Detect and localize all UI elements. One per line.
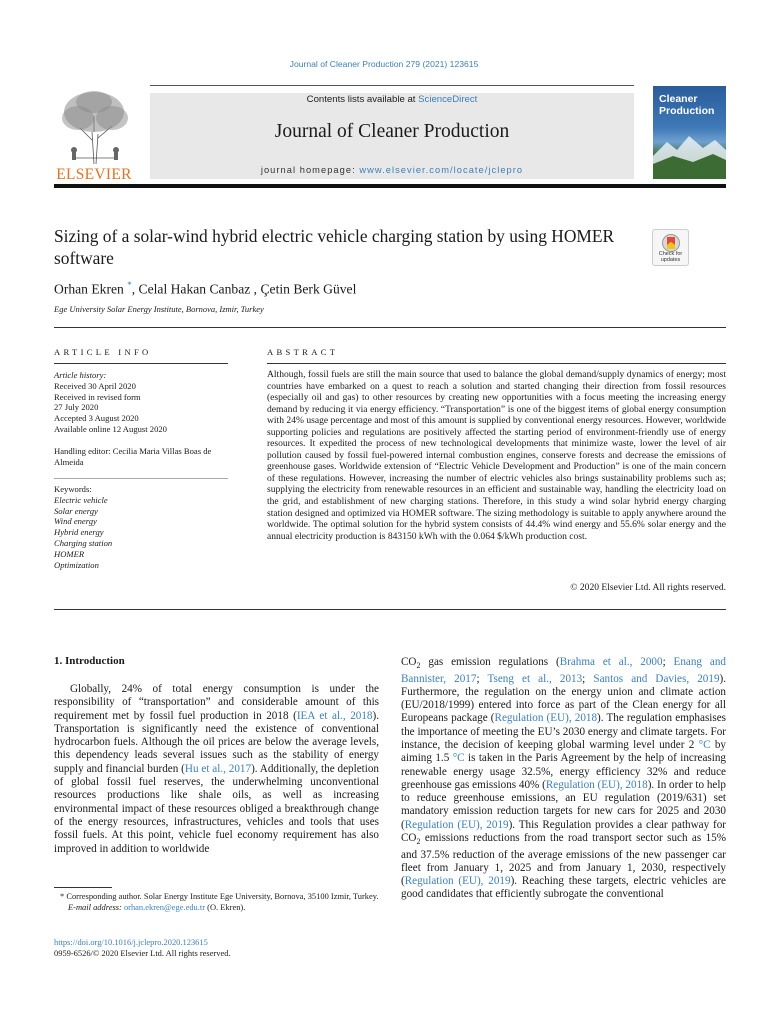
- body-text: ). This Regulation provides a clear pathway for CO: [401, 818, 727, 845]
- abstract-rule: [267, 363, 726, 364]
- author-name[interactable]: Orhan Ekren: [54, 281, 124, 297]
- elsevier-wordmark[interactable]: ELSEVIER: [56, 166, 132, 183]
- body-text: ). In order to help to reduce greenhouse emissions, an EU regulation (2019/631) set mandatory emission reduction targets for new cars for 2025 and 2030 (: [401, 778, 726, 831]
- email-suffix: (O. Ekren).: [205, 902, 246, 912]
- history-entry: Accepted 3 August 2020: [54, 413, 139, 424]
- keyword: Wind energy: [54, 516, 97, 527]
- subscript: 2: [416, 661, 421, 671]
- header-thick-rule: [54, 184, 726, 188]
- history-entry: Received in revised form: [54, 391, 141, 402]
- homepage-link[interactable]: www.elsevier.com/locate/jclepro: [359, 165, 524, 175]
- section-rule: [54, 327, 726, 328]
- homepage-prefix: journal homepage:: [260, 165, 360, 175]
- article-info-rule: [54, 363, 228, 364]
- keyword: HOMER: [54, 548, 85, 559]
- issn-copyright: 0959-6526/© 2020 Elsevier Ltd. All rights reserved.: [54, 948, 231, 958]
- body-text: ). Additionally, the depletion of global fossil fuel reserves, the underwhelming unconventional resources productions like shale oils, as well as increasing environmental impact of these resources obliged a breakthrough change of the energy resources, infrastructures, vehicles and tools that uses fossil fuels. At this point, vehicle fuel economy requirement has also improved in addition to worldwide: [54, 762, 379, 855]
- body-text: gas emission regulations (: [420, 656, 560, 668]
- citation-link[interactable]: Tseng et al., 2013: [487, 672, 583, 685]
- sciencedirect-link[interactable]: ScienceDirect: [418, 94, 478, 105]
- body-text: by aiming 1.5: [401, 739, 726, 765]
- citation-link[interactable]: Santos and Davies, 2019: [593, 672, 720, 685]
- author-name[interactable]: Çetin Berk Güvel: [260, 281, 357, 297]
- citation-link[interactable]: °C: [698, 739, 711, 751]
- article-title: Sizing of a solar-wind hybrid electric vehicle charging station by using HOMER software: [54, 226, 615, 268]
- citation-link[interactable]: Brahma et al., 2000: [559, 656, 663, 668]
- citation-link[interactable]: Regulation (EU), 2018: [494, 712, 598, 725]
- body-text: ;: [662, 656, 674, 668]
- body-text: CO: [401, 656, 417, 668]
- email-link[interactable]: orhan.ekren@ege.edu.tr: [123, 902, 206, 912]
- cover-title: Cleaner Production: [659, 93, 715, 117]
- body-text: ). Furthermore, the regulation on the energy union and climate action (EU/2018/1999) entered into force as part of the Clean energy for all Europeans package (: [401, 672, 727, 725]
- crossmark-label: Check for updates: [658, 251, 683, 263]
- doi-link[interactable]: https://doi.org/10.1016/j.jclepro.2020.123615: [54, 937, 208, 947]
- subscript: 2: [416, 837, 421, 847]
- keyword: Electric vehicle: [54, 494, 108, 505]
- body-text: ). Transportation is significantly need the existence of conventional hydrocarbon fuels. Although the oil prices are below the average levels, this dependency leads several issues such as the stability of energy supply and financial burden (: [54, 709, 379, 775]
- citation-link[interactable]: Enang and Bannister, 2017: [401, 656, 726, 685]
- email-label: E-mail address:: [68, 902, 124, 912]
- abstract-heading: ABSTRACT: [267, 347, 339, 357]
- keywords-rule: [54, 478, 228, 479]
- abstract-bottom-rule: [54, 609, 726, 610]
- keywords: [54, 484, 234, 570]
- citation-link[interactable]: Regulation (EU), 2018: [545, 778, 648, 791]
- keyword: Solar energy: [54, 505, 98, 516]
- history-entry: Available online 12 August 2020: [54, 423, 167, 434]
- body-text: Globally, 24% of total energy consumption is under the responsibility of “transportation” and considerable amount of this requirement met by fossil fuel production in 2018 (: [54, 683, 379, 722]
- abstract-copyright: © 2020 Elsevier Ltd. All rights reserved.: [570, 582, 726, 593]
- keyword: Hybrid energy: [54, 527, 104, 538]
- citation-link[interactable]: °C: [452, 752, 465, 765]
- body-text: ;: [582, 672, 594, 685]
- email-line: [54, 902, 379, 913]
- header-rule: [150, 85, 634, 86]
- homepage-line: [150, 165, 634, 175]
- author-list: [54, 280, 356, 298]
- section-heading: 1. Introduction: [54, 655, 125, 667]
- article-info-heading: ARTICLE INFO: [54, 347, 152, 357]
- keyword: Charging station: [54, 537, 113, 548]
- abstract-text: Although, fossil fuels are still the main source that used to balance the global demand/supply dynamics of energy; most countries have embarked on a quest to reach a solution and started changing their direction from fossil resources (especially oil and gas) to other resources by creating new opportunities with a focus meeting the increasing energy demand by reducing it via energy efficiency. “Transportation” is one of the biggest items of global energy consumption with 24% usage percentage and most of this amount is supplied by conventional energy resources. However, worldwide supporting policies and regulations are positively affected the starting period of environment-friendly use of energy resources. It expedited the process of new technological developments that minimize waste, lower the level of air pollution caused by fossil fuel-powered internal combustion engines, conserve forests and decrease the emissions of greenhouse gases. Worldwide extension of “Electric Vehicle Development and Production” is one of the main concern of these regulations. However, increasing the number of electric vehicles also brings sustainability problems such as; supplying the electricity from renewable resources in an efficient and sustainable way, handling the electricity load on the grid, and establishment of new charging stations. Therefore, in this study a wind solar hybrid energy charging station designed and optimized via HOMER software. The sizing methodology is suitable to apply anywhere around the worldwide. The optimal solution for the hybrid system consists of 44.4% wind energy and 55.6% solar energy and the annual electricity production is 843150 kWh with the 0.064 $/kWh production cost.: [267, 369, 726, 542]
- history-entry: 27 July 2020: [54, 402, 99, 413]
- body-column-left: [54, 683, 379, 856]
- body-text: is taken in the Paris Agreement by the help of increasing renewable energy usage 32.5%, energy efficiency 32% and reduce greenhouse gas emissions 40% (: [401, 752, 727, 791]
- keyword: Optimization: [54, 559, 99, 570]
- journal-title: Journal of Cleaner Production: [274, 121, 510, 142]
- author-name[interactable]: Celal Hakan Canbaz: [138, 281, 251, 297]
- body-text: ;: [476, 672, 488, 685]
- author-separator: ,: [250, 281, 261, 297]
- crossmark-icon: [661, 233, 681, 253]
- body-text: ). Reaching these targets, electric vehicles are good candidates that efficiently subrogate the conventional: [401, 875, 727, 901]
- corresponding-author-note: * Corresponding author. Solar Energy Institute Ege University, Bornova, 35100 Izmir, Turkey.: [60, 891, 379, 901]
- journal-citation[interactable]: Journal of Cleaner Production 279 (2021) 123615: [289, 59, 479, 69]
- keywords-label: Keywords:: [54, 484, 92, 494]
- history-entry: Received 30 April 2020: [54, 380, 136, 391]
- citation-link[interactable]: Hu et al., 2017: [184, 762, 252, 775]
- body-text: ). The regulation emphasises the importance of meeting the EU’s 2030 energy and climate targets. For instance, the decision of keeping global warming level under 2: [401, 712, 726, 751]
- contents-prefix: Contents lists available at: [306, 94, 419, 105]
- citation-link[interactable]: Regulation (EU), 2019: [404, 875, 511, 888]
- body-column-right: [401, 656, 726, 902]
- history-label: Article history:: [54, 370, 107, 380]
- contents-line: [150, 94, 634, 105]
- citation-link[interactable]: IEA et al., 2018: [296, 709, 373, 722]
- handling-editor: Handling editor: Cecilia Maria Villas Boas de Almeida: [54, 446, 212, 467]
- footnote-rule: [54, 887, 112, 888]
- journal-cover-image[interactable]: [653, 86, 726, 179]
- body-text: emissions reductions from the road transport sector such as 15% and 37.5% reduction of the average emissions of the new passenger car fleet from January 1, 2025 and from January 1, 2030, respectively (: [401, 832, 726, 888]
- author-separator: ,: [131, 281, 139, 297]
- citation-link[interactable]: Regulation (EU), 2019: [404, 818, 509, 831]
- footnote: [54, 891, 379, 913]
- affiliation: Ege University Solar Energy Institute, Bornova, Izmir, Turkey: [54, 304, 264, 314]
- article-history: [54, 370, 234, 435]
- corresponding-author-mark[interactable]: *: [127, 280, 132, 290]
